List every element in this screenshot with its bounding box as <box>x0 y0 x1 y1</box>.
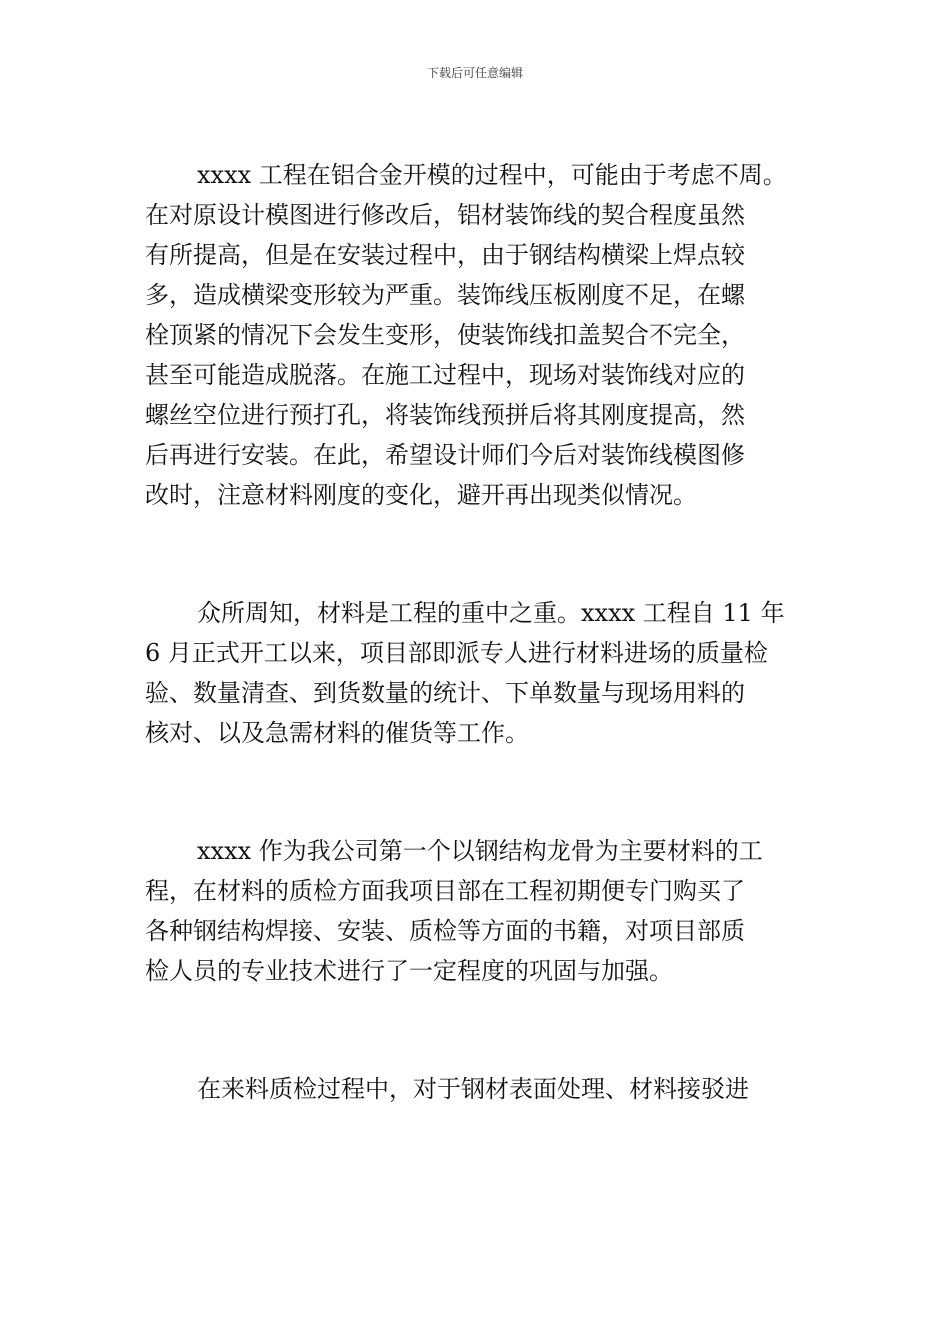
paragraph-line: 在对原设计模图进行修改后，铝材装饰线的契合程度虽然 <box>145 201 745 229</box>
paragraph-4 <box>145 1069 810 1109</box>
paragraph-line: 螺丝空位进行预打孔，将装饰线预拼后将其刚度提高，然 <box>145 401 745 429</box>
paragraph-line: 6 月正式开工以来，项目部即派专人进行材料进场的质量检 <box>145 639 768 667</box>
document-body <box>145 155 810 1187</box>
page-header-note: 下载后可任意编辑 <box>426 66 523 80</box>
paragraph-line: xxxx 作为我公司第一个以钢结构龙骨为主要材料的工 <box>197 837 763 865</box>
paragraph-line: 在来料质检过程中，对于钢材表面处理、材料接驳进 <box>197 1075 749 1103</box>
paragraph-line: 改时，注意材料刚度的变化，避开再出现类似情况。 <box>145 481 697 509</box>
paragraph-line: 核对、以及急需材料的催货等工作。 <box>145 719 529 747</box>
paragraph-2 <box>145 593 810 753</box>
paragraph-line: 众所周知，材料是工程的重中之重。xxxx 工程自 11 年 <box>197 599 785 627</box>
paragraph-line: 后再进行安装。在此，希望设计师们今后对装饰线模图修 <box>145 441 745 469</box>
paragraph-line: 各种钢结构焊接、安装、质检等方面的书籍，对项目部质 <box>145 917 745 945</box>
paragraph-line: 甚至可能造成脱落。在施工过程中，现场对装饰线对应的 <box>145 361 745 389</box>
paragraph-line: 栓顶紧的情况下会发生变形，使装饰线扣盖契合不完全， <box>145 321 745 349</box>
paragraph-line: 程，在材料的质检方面我项目部在工程初期便专门购买了 <box>145 877 745 905</box>
paragraph-line: xxxx 工程在铝合金开模的过程中，可能由于考虑不周。 <box>197 161 787 189</box>
paragraph-3 <box>145 831 810 991</box>
paragraph-line: 有所提高，但是在安装过程中，由于钢结构横梁上焊点较 <box>145 241 745 269</box>
paragraph-line: 验、数量清查、到货数量的统计、下单数量与现场用料的 <box>145 679 745 707</box>
paragraph-line: 检人员的专业技术进行了一定程度的巩固与加强。 <box>145 957 673 985</box>
paragraph-1 <box>145 155 810 515</box>
paragraph-line: 多，造成横梁变形较为严重。装饰线压板刚度不足，在螺 <box>145 281 745 309</box>
